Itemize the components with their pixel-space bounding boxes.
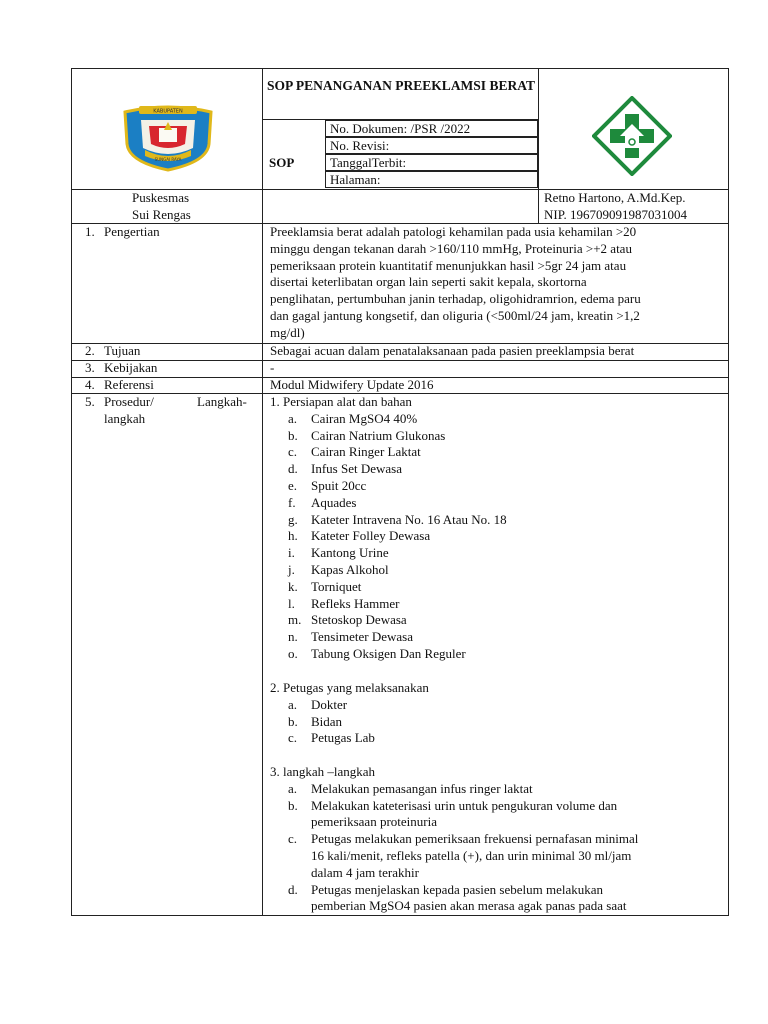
rule-tujuan-bottom (71, 360, 729, 361)
pengertian-line: penglihatan, pertumbuhan janin terhadap, oligohidramrion, edema paru (270, 291, 641, 307)
list-item: h. Kateter Folley Dewasa (288, 528, 431, 544)
list-item: l. Refleks Hammer (288, 595, 400, 611)
pengertian-line: mg/dl) (270, 324, 305, 340)
pengertian-line: pemeriksaan protein kuantitatif menunjukkan hasil >5gr 24 jam atau (270, 257, 627, 273)
doc-field-halaman: Halaman: (325, 171, 538, 188)
section-label-referensi: Referensi (104, 377, 154, 392)
referensi-text: Modul Midwifery Update 2016 (270, 377, 434, 392)
document-fields-table (325, 120, 538, 188)
list-item: d. Infus Set Dewasa (288, 461, 402, 477)
border-left (71, 68, 72, 916)
list-item: b. Cairan Natrium Glukonas (288, 427, 446, 443)
list-item: a. Dokter (288, 696, 348, 712)
list-item: b. Bidan (288, 713, 343, 729)
list-item: m. Stetoskop Dewasa (288, 612, 407, 628)
pengertian-line: dan gagal jantung kongsetif, dan oliguria (<500ml/24 jam, kreatin >1,2 (270, 308, 640, 323)
equipment-list (288, 411, 708, 663)
svg-text:KABUPATEN: KABUPATEN (153, 108, 183, 115)
doc-field-revisi: No. Revisi: (325, 137, 538, 154)
signer-nip: NIP. 196709091987031004 (544, 207, 688, 222)
svg-text:SUNGAI RAYA: SUNGAI RAYA (154, 157, 182, 162)
list-item: f. Aquades (288, 494, 357, 510)
org-name-line2: Sui Rengas (132, 207, 191, 222)
section-number: 2. (85, 343, 95, 358)
tujuan-text: Sebagai acuan dalam penatalaksanaan pada pasien preeklampsia berat (270, 343, 635, 358)
section-label-langkah-2: langkah (104, 410, 146, 426)
section-label-kebijakan: Kebijakan (104, 360, 158, 375)
list-item: a. Cairan MgSO4 40% (288, 410, 418, 426)
list-item: k. Torniquet (288, 578, 362, 594)
section-label-prosedur: Prosedur/ (104, 394, 154, 409)
border-top (71, 68, 729, 69)
section-number: 1. (85, 224, 95, 239)
list-item: c. Petugas Lab (288, 730, 375, 746)
pengertian-line: minggu dengan tekanan darah >160/110 mmHg, Proteinuria >+2 atau (270, 240, 632, 256)
section-label-langkah: Langkah- (197, 394, 247, 409)
section-number: 3. (85, 360, 95, 375)
list-item: i. Kantong Urine (288, 545, 389, 561)
list-item: n. Tensimeter Dewasa (288, 629, 413, 645)
subsection-title-persiapan: 1. Persiapan alat dan bahan (270, 394, 412, 409)
pengertian-line: disertai keterlibatan organ lain seperti sakit kepala, skortorna (270, 274, 587, 290)
org-name-line1: Puskesmas (132, 190, 190, 205)
subsection-title-petugas: 2. Petugas yang melaksanakan (270, 680, 429, 695)
section-label-pengertian: Pengertian (104, 224, 160, 239)
pengertian-line: Preeklamsia berat adalah patologi kehamilan pada usia kehamilan >20 (270, 224, 637, 239)
page-title: SOP PENANGANAN PREEKLAMSI BERAT (267, 78, 535, 93)
doc-field-nomor: No. Dokumen: /PSR /2022 (325, 120, 538, 137)
list-item: g. Kateter Intravena No. 16 Atau No. 18 (288, 511, 507, 527)
doc-field-tanggal: TanggalTerbit: (325, 154, 538, 171)
subsection-title-langkah: 3. langkah –langkah (270, 764, 376, 779)
section-number: 4. (85, 377, 95, 392)
signer-name: Retno Hartono, A.Md.Kep. (544, 190, 686, 205)
section-label-tujuan: Tujuan (104, 343, 141, 358)
sop-document: KABUPATEN SUNGAI RAYA SOP PENANGANAN PREEKLAMSI BERAT SOP No. Dokumen: /PSR /2022 No. Revisi: TanggalTerbit: Halaman: Puskesmas Sui Rengas Retno Hartono, A.Md.Kep. NIP. 196709091987031004 1. Pengertian Preeklamsia berat adalah patologi kehamilan pada usia kehamilan >20 minggu dengan tekanan darah >160/110 mmHg, Proteinuria >+2 atau pemeriksaan protein kuantitatif menunjukkan hasil >5gr 24 jam atau disertai keterlibatan organ lain seperti sakit kepala, skortorna penglihatan, pertumbuhan janin terhadap, oligohidramrion, edema paru dan gagal jantung kongsetif, dan oliguria (<500ml/24 jam, kreatin >1,2 mg/dl) 2. Tujuan Sebagai acuan dalam penatalaksanaan pada pasien preeklampsia berat 3. Kebijakan - 4. Referensi Modul Midwifery Update 2016 5. Prosedur/ Langkah- langkah 1. Persiapan alat dan bahan a. Cairan MgSO4 40% b. Cairan Natrium Glukonas c. Cairan Ringer Laktat d. Infus Set Dewasa e. Spuit 20cc f. Aquades g. Kateter Intravena No. 16 Atau No. 18 h. Kateter Folley Dewasa i. Kantong Urine j. Kapas Alkohol k. Torniquet l. Refleks Hammer m. Stetoskop Dewasa n. Tensimeter Dewasa o. Tabung Oksigen Dan Reguler 2. Petugas yang melaksanakan a. Dokter b. Bidan c. Petugas Lab 3. langkah –langkah a. Melakukan pemasangan infus ringer laktat b. Melakukan kateterisasi urin untuk pengukuran volume dan pemeriksaan proteinuria c. Petugas melakukan pemeriksaan frekuensi pernafasan minimal 16 kali/menit, refleks patella (+), dan urin minimal 30 ml/jam dalam 4 jam terakhir d. Petugas menjelaskan kepada pasien sebelum melakukan pemberian MgSO4 pasien akan merasa agak panas pada saat (71, 68, 729, 916)
section-number: 5. (85, 394, 95, 409)
list-item: c. Cairan Ringer Laktat (288, 444, 421, 460)
district-emblem-logo (119, 104, 217, 172)
rule-col-left (262, 68, 263, 916)
kebijakan-text: - (270, 360, 275, 375)
puskesmas-logo (592, 96, 672, 176)
list-item: e. Spuit 20cc (288, 477, 367, 493)
sop-label: SOP (269, 155, 295, 170)
staff-list (288, 697, 708, 747)
list-item: j. Kapas Alkohol (288, 561, 389, 577)
list-item: o. Tabung Oksigen Dan Reguler (288, 645, 466, 661)
